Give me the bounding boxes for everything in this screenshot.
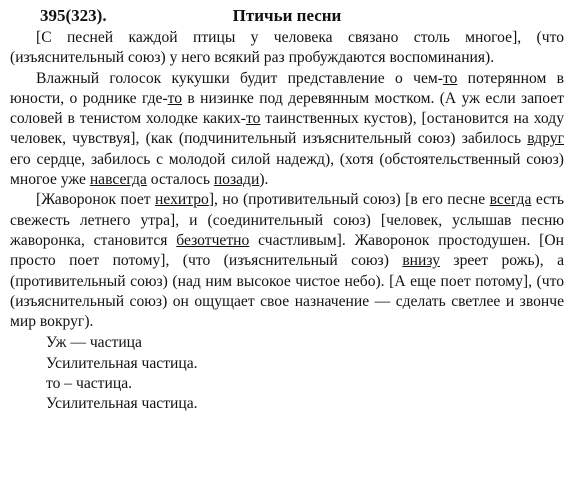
text-run: таинственных кустов), [остановится на ходу человек, чувствуя], (как (подчинительный изъяснительный союз) забилось — [10, 110, 564, 148]
text-run: осталось — [146, 171, 214, 189]
underlined-word: то — [167, 89, 183, 107]
paragraph — [10, 190, 564, 332]
text-run: [С песней каждой птицы у человека связано столь многое], (что (изъяснительный союз) у него всякий раз пробуждаются воспоминания). — [10, 29, 564, 67]
underlined-word: то — [246, 110, 261, 128]
text-run: счастливым]. Жаворонок простодушен. [Он просто поет потому], (что (изъяснительный союз) — [10, 231, 564, 270]
exercise-number: 395(323). — [40, 6, 107, 25]
text-run: потерянном в юности, о роднике где- — [10, 69, 565, 107]
answer-line: то – частица. — [46, 375, 133, 393]
exercise-text — [10, 28, 564, 332]
exercise-header — [10, 6, 564, 28]
underlined-word: всегда — [489, 191, 532, 209]
answers-list — [10, 333, 564, 414]
underlined-word: позади — [213, 171, 260, 189]
text-run: в низинке под деревянным мостком. (А уж если запоет соловей в тенистом холодке каких- — [10, 89, 564, 128]
text-run: есть свежесть летнего утра], и (соединительный союз) [человек, услышав песню жаворонка, становится — [10, 191, 564, 249]
text-run: [Жаворонок поет — [36, 191, 156, 209]
text-run: Влажный голосок кукушки будит представление о чем- — [36, 69, 443, 87]
paragraph — [10, 28, 564, 69]
underlined-word: нехитро — [155, 191, 209, 209]
underlined-word: вдруг — [527, 130, 564, 148]
paragraph — [10, 69, 564, 191]
underlined-word: навсегда — [89, 171, 147, 189]
answer-line: Усилительная частица. — [46, 354, 198, 372]
underlined-word: безотчетно — [176, 231, 250, 249]
underlined-word: внизу — [402, 252, 440, 270]
exercise-title: Птичьи песни — [232, 6, 342, 25]
text-run: зреет рожь), а (противительный союз) (над ним высокое чистое небо). [А еще поет потому], (что (изъяснительный союз) он ощущает свое назначение — сделать светлее и звонче мир вокруг). — [10, 252, 564, 331]
answer-line: Усилительная частица. — [46, 395, 198, 413]
text-run: ], но (противительный союз) [в его песне — [208, 191, 490, 209]
text-run: его сердце, забилось с молодой силой надежд), (хотя (обстоятельственный союз) многое уже — [10, 150, 564, 189]
underlined-word: то — [442, 69, 458, 87]
text-run: ). — [259, 171, 269, 189]
answer-line: Уж — частица — [46, 334, 142, 352]
